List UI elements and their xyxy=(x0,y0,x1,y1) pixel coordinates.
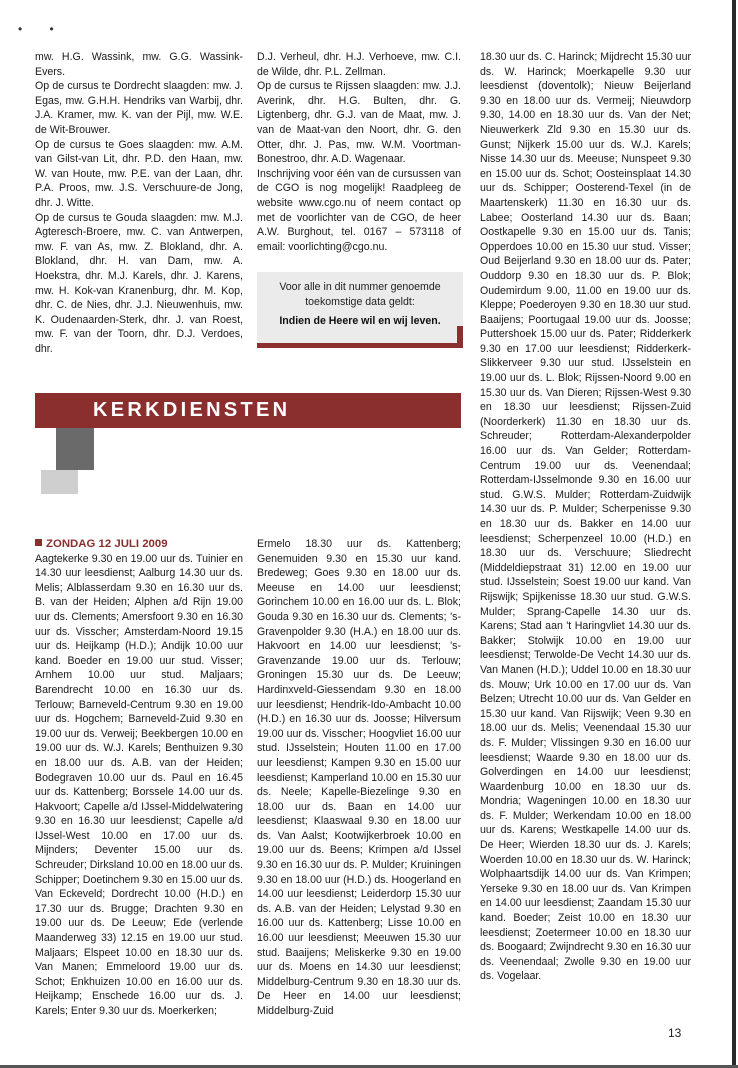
date-heading xyxy=(35,537,243,552)
paragraph: Op de cursus te Dordrecht slaagden: mw. J. Egas, mw. G.H.H. Hendriks van Warbij, dhr. J.A. Kramer, mw. K. van der Pijl, mw. W.E. de Wit-Brouwer. xyxy=(35,80,243,136)
decorative-square xyxy=(41,470,78,494)
services-column-1 xyxy=(35,537,243,1017)
notice-box xyxy=(257,272,463,345)
paragraph: Inschrijving voor één van de cursussen van de CGO is nog mogelijk! Raadpleeg de website www.cgo.nu of neem contact op met de voorlichter van de CGO, de heer A.W. Burghout, tel. 0167 – 573118 of email: voorlichting@cgo.nu. xyxy=(257,167,461,253)
graduates-column-1 xyxy=(35,50,243,355)
graduates-column-2 xyxy=(257,50,461,262)
paragraph: mw. H.G. Wassink, mw. G.G. Wassink-Evers. xyxy=(35,51,243,78)
date-label: ZONDAG 12 JULI 2009 xyxy=(46,538,168,550)
section-title: KERKDIENSTEN xyxy=(35,393,461,428)
decorative-square xyxy=(56,428,94,470)
bullet-square-icon xyxy=(35,539,42,546)
paragraph: Op de cursus te Goes slaagden: mw. A.M. van Gilst-van Lit, dhr. P.D. den Haan, mw. W. van Houte, mw. P.E. van der Laan, dhr. P.A. Proos, mw. J.S. Verschuure-de Jong, dhr. J. Witte. xyxy=(35,138,243,209)
services-column-2 xyxy=(257,537,461,1017)
paragraph: Op de cursus te Rijssen slaagden: mw. J.J. Averink, dhr. H.G. Bulten, dhr. G. Ligtenberg, dhr. G.J. van de Maat, mw. J. van de Maat-van den Noort, dhr. G. den Otter, dhr. J. Pas, mw. W.M. Voortman-Bonestroo, dhr. A.D. Wagenaar. xyxy=(257,80,461,166)
paragraph: Op de cursus te Gouda slaagden: mw. M.J. Agteresch-Broere, mw. C. van Antwerpen, mw. F. van As, mw. Z. Blokland, dhr. A. Blokland, dhr. H. van Dam, mw. A. Hoekstra, dhr. M.J. Karels, dhr. J. Karens, mw. H. Kok-van Kranenburg, dhr. M. Kop, dhr. C. de Nies, dhr. J.J. Nieuwenhuis, mw. K. Oudenaarden-Sterk, dhr. J. van Roest, mw. F. van der Toorn, dhr. D.J. Verdoes, dhr. xyxy=(35,211,243,355)
notice-line: Voor alle in dit nummer genoemde xyxy=(279,281,441,293)
services-column-3 xyxy=(480,50,691,1016)
notice-line: toekomstige data geldt: xyxy=(305,295,415,308)
page-number: 13 xyxy=(668,1026,682,1040)
notice-accent-bar-bottom xyxy=(257,343,463,348)
service-list: Ermelo 18.30 uur ds. Kattenberg; Genemuiden 9.30 en 15.30 uur kand. Bredeweg; Goes 9.30 en 18.00 uur ds. Meeuse en 14.00 uur leesdienst; Gorinchem 10.00 en 16.00 uur ds. L. Blok; Gouda 9.30 en 16.30 uur ds. Clements; 's-Gravenpolder 9.30 (H.A.) en 18.00 uur ds. Hakvoort en 14.00 uur leesdienst; 's-Gravenzande 19.00 uur ds. Terlouw; Groningen 15.30 uur ds. De Leeuw; Hardinxveld-Giessendam 9.30 en 18.00 uur leesdienst; Hendrik-Ido-Ambacht 10.00 (H.D.) en 16.30 uur ds. Joosse; Hilversum 19.00 uur ds. Visscher; Hoogvliet 16.00 uur stud. IJsselstein; Houten 11.00 en 17.00 uur leesdienst; Kampen 9.30 en 15.00 uur leesdienst; Kamperland 10.00 en 15.30 uur ds. Neele; Kapelle-Biezelinge 9.30 en 18.00 uur ds. Baan en 14.00 uur leesdienst; Klaaswaal 9.30 en 18.00 uur ds. Van Aalst; Kootwijkerbroek 10.00 en 19.00 uur ds. Beens; Krimpen a/d IJssel 9.30 en 16.30 uur ds. P. Mulder; Kruiningen 9.30 en 18.00 uur (H.D.) ds. Hoogerland en 14.00 uur leesdienst; Leiderdorp 15.30 uur ds. A.B. van der Heiden; Lelystad 9.30 en 16.00 uur ds. Kattenberg; Lisse 10.00 en 16.00 uur leesdienst; Meeuwen 15.30 uur stud. Baaijens; Meliskerke 9.30 en 19.00 uur ds. Moens en 14.30 uur leesdienst; Middelburg-Centrum 9.30 en 18.30 uur ds. De Heer en 14.00 uur leesdienst; Middelburg-Zuid xyxy=(257,538,461,1017)
service-list: Aagtekerke 9.30 en 19.00 uur ds. Tuinier en 14.30 uur leesdienst; Aalburg 14.30 uur ds. Melis; Alblasserdam 9.30 en 16.30 uur ds. B. van der Heiden; Alphen a/d Rijn 19.00 uur ds. Clements; Amersfoort 9.30 en 16.30 uur ds. Visscher; Amsterdam-Noord 19.15 uur ds. Heijkamp (H.D.); Andijk 10.00 uur kand. Boeder en 19.00 uur stud. Visser; Arnhem 10.00 uur stud. Maljaars; Barendrecht 10.00 en 16.30 uur ds. Terlouw; Barneveld-Centrum 9.30 en 19.00 uur ds. Hogchem; Barneveld-Zuid 9.30 en 19.00 uur ds. Verweij; Beekbergen 10.00 en 19.00 uur ds. W.J. Karels; Benthuizen 9.30 en 18.00 uur ds. A.B. van der Heiden; Bodegraven 10.00 uur ds. Paul en 16.45 uur ds. Kattenberg; Borssele 14.00 uur ds. Hakvoort; Capelle a/d IJssel-Middelwatering 9.30 en 16.30 uur leesdienst; Capelle a/d IJssel-West 10.00 en 17.00 uur ds. Mijnders; Deventer 15.00 uur ds. Schreuder; Dirksland 10.00 en 18.00 uur ds. Schipper; Doetinchem 9.30 en 15.00 uur ds. Van Eckeveld; Dordrecht 10.00 (H.D.) en 17.30 uur ds. Brugge; Drachten 9.30 en 19.00 uur ds. De Leeuw; Ede (verlende Maanderweg 33) 12.15 en 19.00 uur stud. Maljaars; Elspeet 10.00 en 18.30 uur ds. Van Manen; Emmeloord 19.00 uur ds. Schot; Enkhuizen 10.00 en 16.00 uur ds. Heijkamp; Enschede 16.00 uur ds. J. Karels; Enter 9.30 uur ds. Moerkerken; xyxy=(35,552,243,1017)
paragraph: D.J. Verheul, dhr. H.J. Verhoeve, mw. C.I. de Wilde, dhr. P.L. Zellman. xyxy=(257,51,461,78)
page-edge xyxy=(732,0,736,1068)
top-dots: • • xyxy=(18,22,66,36)
service-list: 18.30 uur ds. C. Harinck; Mijdrecht 15.30 uur ds. W. Harinck; Moerkapelle 9.30 uur leesdienst (doventolk); Nieuw Beijerland 9.30 en 18.00 uur ds. Vermeij; Nieuwdorp 9.30, 14.00 en 18.30 uur ds. Van der Net; Nieuwerkerk Zld 9.30 en 15.30 uur ds. Gunst; Nijkerk 15.00 uur ds. W.J. Karels; Nisse 14.30 uur ds. Meeuse; Nunspeet 9.30 en 15.00 uur ds. Schot; Oosteinsplaat 14.30 uur ds. Schipper; Oosterend-Texel (in de Maartenskerk) 11.30 en 16.30 uur ds. Labee; Oosterland 14.30 uur ds. Baan; Oostkapelle 9.30 en 15.00 uur ds. Tanis; Opperdoes 10.00 en 15.30 uur stud. Visser; Oud Beijerland 9.30 en 18.00 uur ds. Pater; Ouddorp 9.30 en 18.30 uur ds. P. Blok; Oudemirdum 9.00, 11.00 en 19.00 uur ds. Kleppe; Poederoyen 9.30 en 18.30 uur stud. Baaijens; Poortugaal 19.00 uur ds. Joosse; Puttershoek 15.00 uur ds. Pater; Ridderkerk 9.30 en 17.00 uur leesdienst; Ridderkerk-Slikkerveer 9.30 uur stud. IJsselstein en 19.00 uur ds. L. Blok; Rijssen-Noord 9.00 en 15.30 uur ds. Van Dieren; Rijssen-West 9.30 en 18.30 uur leesdienst; Rijssen-Zuid (Noorderkerk) 11.30 en 18.30 uur ds. Schreuder; Rotterdam-Alexanderpolder 16.00 uur ds. Van Gelder; Rotterdam-Centrum 19.00 uur ds. Veenendaal; Rotterdam-IJsselmonde 9.30 en 16.00 uur stud. G.W.S. Mulder; Rotterdam-Zuidwijk 14.30 uur ds. P. Mulder; Scherpenisse 9.30 en 18.30 uur ds. Bakker en 14.00 uur leesdienst; Scherpenzeel 10.00 (H.D.) en 18.30 uur ds. Verschuure; Sliedrecht (Middeldiepstraat 31) 12.00 en 19.00 uur stud. IJsselstein; Soest 19.00 uur kand. Van Rijswijk; Spijkenisse 18.30 uur stud. G.W.S. Mulder; Sprang-Capelle 14.30 uur ds. Karens; Stad aan 't Haringvliet 14.30 uur ds. Bakker; Stolwijk 10.00 en 19.00 uur leesdienst; Terwolde-De Vecht 14.30 uur ds. Van Manen (H.D.); Uddel 10.00 en 18.30 uur ds. Mouw; Urk 10.00 en 17.00 uur ds. Van Belzen; Utrecht 10.00 uur ds. Van Gelder en 15.30 uur kand. Van Rijswijk; Veen 9.30 en 18.00 uur ds. Melis; Veenendaal 15.30 uur ds. F. Mulder; Vlissingen 9.30 en 16.00 uur leesdienst; Waarde 9.30 en 18.00 uur ds. Golverdingen en 14.00 uur leesdienst; Waardenburg 10.00 en 18.30 uur ds. Mondria; Wageningen 10.00 en 18.30 uur ds. F. Mulder; Werkendam 10.00 en 18.00 uur ds. Karens; Westkapelle 14.00 uur ds. De Heer; Wierden 18.30 uur ds. J. Karels; Woerden 10.00 en 18.30 uur ds. W. Harinck; Wolphaartsdijk 14.00 uur ds. Van Krimpen; Yerseke 9.30 en 18.00 uur ds. Van Krimpen en 14.00 uur leesdienst; Zaandam 15.30 uur kand. Boeder; Zeist 10.00 en 18.30 uur leesdienst; Zoetermeer 10.00 en 18.30 uur ds. Boogaard; Zwijndrecht 9.30 en 16.30 uur ds. Veenendaal; Zwolle 9.30 en 19.00 uur ds. Vogelaar. xyxy=(480,51,691,983)
notice-emphasis: Indien de Heere wil en wij leven. xyxy=(279,315,441,327)
